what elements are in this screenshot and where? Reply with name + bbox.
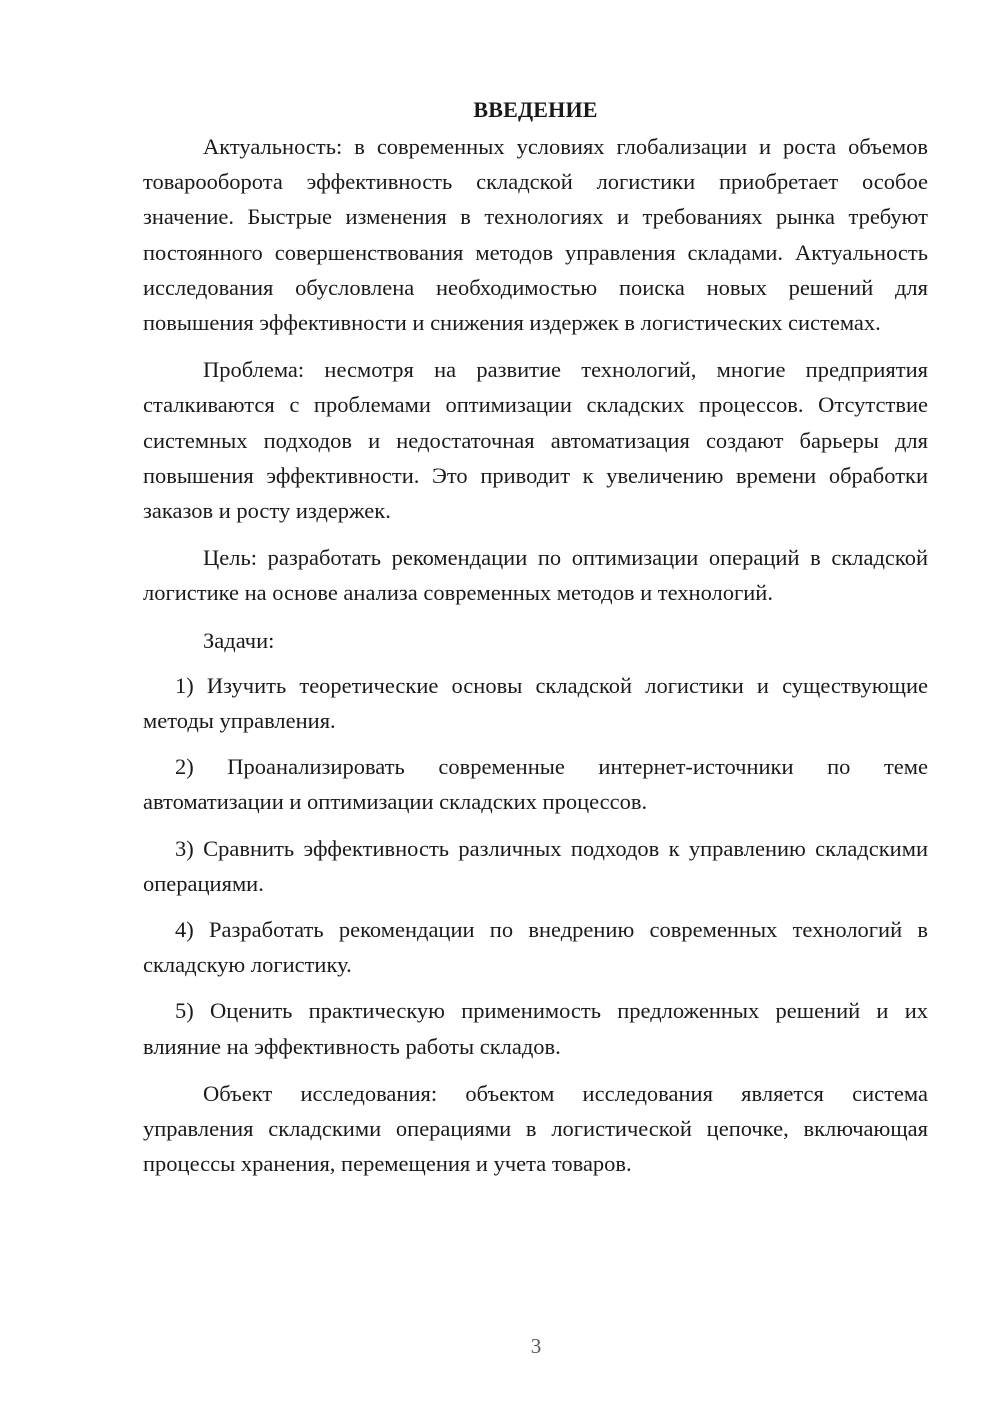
tasks-heading: Задачи:: [203, 627, 275, 653]
document-page: [143, 92, 928, 1181]
goal-paragraph: Цель: разработать рекомендации по оптимизации операций в складской логистике на основе анализа современных методов и технологий.: [143, 545, 928, 606]
relevance-paragraph: Актуальность: в современных условиях глобализации и роста объемов товарооборота эффективность складской логистики приобретает особое значение. Быстрые изменения в технологиях и требованиях рынка требуют постоянного совершенствования методов управления складами. Актуальность исследования обусловлена необходимостью поиска новых решений для повышения эффективности и снижения издержек в логистических системах.: [143, 134, 928, 336]
object-paragraph: Объект исследования: объектом исследования является система управления складскими операциями в логистической цепочке, включающая процессы хранения, перемещения и учета товаров.: [143, 1080, 928, 1177]
page-number: 3: [530, 1334, 542, 1358]
task-item-5: 5) Оценить практическую применимость предложенных решений и их влияние на эффективность работы складов.: [143, 998, 928, 1059]
task-item-1: 1) Изучить теоретические основы складской логистики и существующие методы управления.: [143, 672, 928, 734]
task-item-3: 3) Сравнить эффективность различных подходов к управлению складскими операциями.: [143, 835, 928, 896]
problem-paragraph: Проблема: несмотря на развитие технологий, многие предприятия сталкиваются с проблемами оптимизации складских процессов. Отсутствие системных подходов и недостаточная автоматизация создают барьеры для повышения эффективности. Это приводит к увеличению времени обработки заказов и росту издержек.: [143, 357, 928, 524]
task-item-2: 2) Проанализировать современные интернет-источники по теме автоматизации и оптимизации складских процессов.: [143, 754, 928, 815]
section-title: ВВЕДЕНИЕ: [473, 97, 598, 122]
task-item-4: 4) Разработать рекомендации по внедрению современных технологий в складскую логистику.: [143, 917, 928, 978]
